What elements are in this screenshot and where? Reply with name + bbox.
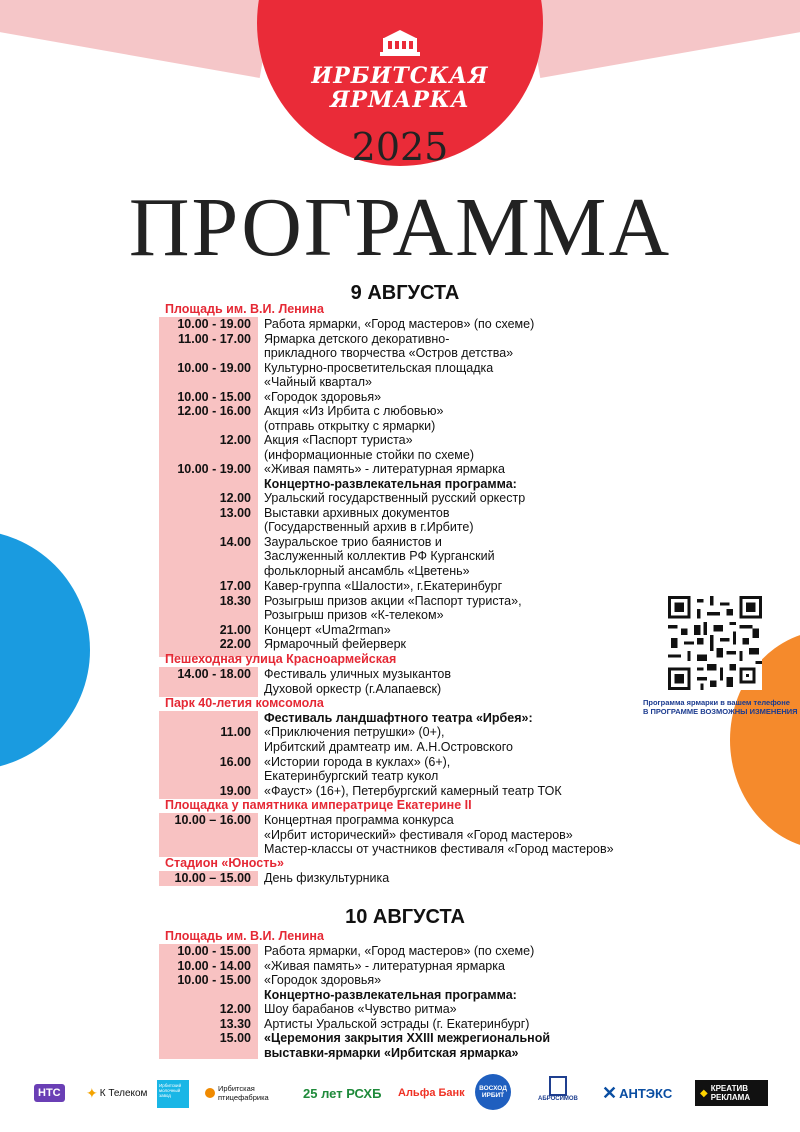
schedule-event: Зауральское трио баянистов и bbox=[264, 535, 442, 549]
schedule-time: 10.00 - 19.00 bbox=[177, 317, 251, 331]
schedule-row bbox=[159, 623, 391, 638]
schedule-time: 10.00 - 15.00 bbox=[177, 944, 251, 958]
sponsor-milk-plant bbox=[157, 1080, 189, 1108]
schedule-event: Шоу барабанов «Чувство ритма» bbox=[264, 1002, 457, 1016]
schedule-row bbox=[159, 667, 451, 682]
schedule-event: Фестиваль уличных музыкантов bbox=[264, 667, 451, 681]
decorative-band-left bbox=[0, 0, 275, 78]
schedule-row bbox=[159, 740, 513, 755]
schedule-event: «Городок здоровья» bbox=[264, 390, 382, 404]
schedule-event: прикладного творчества «Остров детства» bbox=[264, 346, 514, 360]
schedule-row bbox=[159, 375, 372, 390]
sponsor-rshb bbox=[303, 1078, 381, 1108]
schedule-time: 13.00 bbox=[219, 506, 251, 520]
day-heading-aug10: 10 АВГУСТА bbox=[345, 906, 465, 928]
schedule-event: Выставки архивных документов bbox=[264, 506, 450, 520]
venue-heading: Парк 40-летия комсомола bbox=[165, 696, 324, 710]
qr-disclaimer: В ПРОГРАММЕ ВОЗМОЖНЫ ИЗМЕНЕНИЯ bbox=[643, 707, 798, 716]
sponsor-label: К Телеком bbox=[99, 1087, 148, 1099]
schedule-event: День физкультурника bbox=[264, 871, 390, 885]
schedule-event: «Городок здоровья» bbox=[264, 973, 382, 987]
schedule-row bbox=[159, 549, 495, 564]
schedule-row bbox=[159, 1046, 519, 1061]
schedule-row bbox=[159, 944, 535, 959]
schedule-row bbox=[159, 535, 442, 550]
schedule-event: «Фауст» (16+), Петербургский камерный театр ТОК bbox=[264, 784, 562, 798]
schedule-event: Концертная программа конкурса bbox=[264, 813, 454, 827]
schedule-event: Розыгрыш призов «К-телеком» bbox=[264, 608, 444, 622]
schedule-row bbox=[159, 520, 474, 535]
schedule-time: 14.00 bbox=[219, 535, 251, 549]
schedule-time: 11.00 - 17.00 bbox=[178, 332, 251, 346]
schedule-time: 18.30 bbox=[219, 594, 251, 608]
schedule-event: Концерт «Uma2rman» bbox=[264, 623, 391, 637]
ntc-logo-icon: НТС bbox=[34, 1084, 65, 1102]
schedule-event: Ярмарка детского декоративно- bbox=[264, 332, 450, 346]
schedule-time: 12.00 bbox=[219, 433, 251, 447]
schedule-event: Ирбитский драмтеатр им. А.Н.Островского bbox=[264, 740, 513, 754]
sponsor-voskhod bbox=[475, 1074, 511, 1110]
schedule-time: 16.00 bbox=[219, 755, 251, 769]
schedule-row bbox=[159, 594, 522, 609]
sponsor-label: КРЕАТИВ РЕКЛАМА bbox=[710, 1084, 751, 1102]
schedule-row bbox=[159, 813, 454, 828]
day-heading-aug9: 9 АВГУСТА bbox=[350, 282, 460, 304]
schedule-row bbox=[159, 608, 444, 623]
schedule-time: 17.00 bbox=[219, 579, 251, 593]
schedule-event: Мастер-классы от участников фестиваля «Город мастеров» bbox=[264, 842, 614, 856]
schedule-row bbox=[159, 828, 573, 843]
schedule-time: 12.00 - 16.00 bbox=[177, 404, 251, 418]
schedule-event: выставки-ярмарки «Ирбитская ярмарка» bbox=[264, 1046, 519, 1060]
schedule-time: 21.00 bbox=[219, 623, 251, 637]
schedule-event: Ярмарочный фейерверк bbox=[264, 637, 407, 651]
milk-plant-logo-icon: Ирбитский молочный завод bbox=[159, 1083, 182, 1098]
schedule-time: 10.00 - 19.00 bbox=[177, 462, 251, 476]
schedule-time: 10.00 – 15.00 bbox=[174, 871, 251, 885]
schedule-row bbox=[159, 390, 382, 405]
schedule-row bbox=[159, 491, 526, 506]
schedule-event: Работа ярмарки, «Город мастеров» (по схеме) bbox=[264, 944, 535, 958]
schedule-event: (Государственный архив в г.Ирбите) bbox=[264, 520, 474, 534]
schedule-row bbox=[159, 769, 439, 784]
venue-heading: Площадь им. В.И. Ленина bbox=[165, 302, 324, 316]
schedule-row bbox=[159, 506, 450, 521]
schedule-time: 19.00 bbox=[219, 784, 251, 798]
schedule-time: 14.00 - 18.00 bbox=[177, 667, 251, 681]
qr-code[interactable] bbox=[668, 596, 762, 690]
schedule-subheading: Концертно-развлекательная программа: bbox=[264, 988, 517, 1002]
schedule-time: 10.00 - 19.00 bbox=[177, 361, 251, 375]
schedule-row bbox=[159, 433, 413, 448]
schedule-row bbox=[159, 579, 503, 594]
schedule-event: «Ирбит исторический» фестиваля «Город мастеров» bbox=[264, 828, 573, 842]
voskhod-logo-icon: ВОСХОД ИРБИТ bbox=[479, 1085, 507, 1099]
schedule-row bbox=[159, 404, 444, 419]
poultry-logo-icon bbox=[205, 1088, 215, 1098]
schedule-event: «Живая память» - литературная ярмарка bbox=[264, 959, 505, 973]
venue-heading: Площадь им. В.И. Ленина bbox=[165, 929, 324, 943]
schedule-event: фольклорный ансамбль «Цветень» bbox=[264, 564, 470, 578]
schedule-time: 10.00 - 15.00 bbox=[177, 390, 251, 404]
schedule-row bbox=[159, 564, 470, 579]
schedule-event: Акция «Паспорт туриста» bbox=[264, 433, 413, 447]
schedule-time: 12.00 bbox=[219, 491, 251, 505]
schedule-row bbox=[159, 1031, 551, 1046]
k-telecom-star-icon: ✦ bbox=[86, 1084, 98, 1101]
schedule-event: Артисты Уральской эстрады (г. Екатеринбург) bbox=[264, 1017, 530, 1031]
schedule-time: 11.00 bbox=[220, 725, 251, 739]
schedule-event: «Чайный квартал» bbox=[264, 375, 372, 389]
sponsor-label: АБРОСИМОВ bbox=[538, 1096, 578, 1102]
schedule-row bbox=[159, 682, 442, 697]
rshb-logo-icon: 25 лет РСХБ bbox=[303, 1085, 382, 1101]
schedule-event: Заслуженный коллектив РФ Курганский bbox=[264, 549, 495, 563]
schedule-event: «Истории города в куклах» (6+), bbox=[264, 755, 451, 769]
schedule-row bbox=[159, 477, 517, 492]
schedule-event: Уральский государственный русский оркестр bbox=[264, 491, 526, 505]
schedule-row bbox=[159, 361, 494, 376]
schedule-time: 10.00 - 14.00 bbox=[177, 959, 251, 973]
schedule-row bbox=[159, 973, 382, 988]
schedule-subheading: Концертно-развлекательная программа: bbox=[264, 477, 517, 491]
schedule-row bbox=[159, 725, 445, 740]
schedule-row bbox=[159, 784, 562, 799]
building-icon bbox=[378, 28, 422, 58]
schedule-row bbox=[159, 1017, 530, 1032]
schedule-event: Розыгрыш призов акции «Паспорт туриста», bbox=[264, 594, 522, 608]
schedule-subheading: Фестиваль ландшафтного театра «Ирбея»: bbox=[264, 711, 533, 725]
schedule-row bbox=[159, 419, 436, 434]
sponsor-label: Ирбитская птицефабрика bbox=[218, 1084, 269, 1102]
schedule-time: 22.00 bbox=[219, 637, 251, 651]
alfa-bank-logo-icon: Альфа Банк bbox=[398, 1087, 465, 1099]
schedule-row bbox=[159, 346, 514, 361]
year-label: 2025 bbox=[351, 125, 449, 169]
schedule-row bbox=[159, 755, 451, 770]
schedule-time: 15.00 bbox=[219, 1031, 251, 1045]
schedule-event: Акция «Из Ирбита с любовью» bbox=[264, 404, 444, 418]
sponsor-poultry bbox=[205, 1078, 282, 1108]
schedule-event: Кавер-группа «Шалости», г.Екатеринбург bbox=[264, 579, 503, 593]
schedule-row bbox=[159, 711, 533, 726]
qr-caption: Программа ярмарки в вашем телефоне bbox=[643, 698, 790, 707]
schedule-event: Духовой оркестр (г.Алапаевск) bbox=[264, 682, 442, 696]
schedule-event: «Приключения петрушки» (0+), bbox=[264, 725, 445, 739]
schedule-row bbox=[159, 332, 450, 347]
schedule-event: (информационные стойки по схеме) bbox=[264, 448, 474, 462]
kreativ-logo-icon: ◆ bbox=[700, 1087, 708, 1099]
fair-logo bbox=[300, 28, 500, 112]
schedule-row bbox=[159, 448, 474, 463]
schedule-row bbox=[159, 1002, 457, 1017]
schedule-time: 13.30 bbox=[219, 1017, 251, 1031]
schedule-time: 12.00 bbox=[219, 1002, 251, 1016]
abrosimov-logo-icon bbox=[549, 1076, 567, 1096]
venue-heading: Площадка у памятника императрице Екатерине II bbox=[165, 798, 472, 812]
schedule-row bbox=[159, 462, 505, 477]
schedule-row bbox=[159, 637, 407, 652]
sponsor-label: АНТЭКС bbox=[619, 1085, 673, 1101]
schedule-row bbox=[159, 988, 517, 1003]
schedule-event: Екатеринбургский театр кукол bbox=[264, 769, 439, 783]
sponsor-ntc bbox=[34, 1078, 65, 1108]
page-title: ПРОГРАММА bbox=[128, 181, 672, 274]
sponsor-alfa-bank bbox=[398, 1078, 465, 1108]
schedule-event: «Живая память» - литературная ярмарка bbox=[264, 462, 505, 476]
schedule-event: Работа ярмарки, «Город мастеров» (по схеме) bbox=[264, 317, 535, 331]
decorative-blue-circle bbox=[0, 530, 90, 770]
anteks-logo-icon: ✕ bbox=[602, 1082, 618, 1103]
logo-text-line2: ЯРМАРКА bbox=[330, 87, 470, 113]
schedule-row bbox=[159, 871, 390, 886]
sponsor-abrosimov bbox=[538, 1076, 578, 1110]
schedule-row bbox=[159, 959, 505, 974]
logo-text-line1: ИРБИТСКАЯ bbox=[311, 63, 489, 89]
schedule-event: «Церемония закрытия XXIII межрегиональной bbox=[264, 1031, 551, 1045]
sponsor-kreativ bbox=[695, 1080, 768, 1106]
venue-heading: Пешеходная улица Красноармейская bbox=[165, 652, 397, 666]
schedule-event: Культурно-просветительская площадка bbox=[264, 361, 494, 375]
decorative-band-right bbox=[525, 0, 800, 78]
schedule-time: 10.00 – 16.00 bbox=[174, 813, 251, 827]
sponsor-k-telecom bbox=[86, 1078, 147, 1108]
sponsor-anteks bbox=[602, 1078, 672, 1108]
schedule-row bbox=[159, 317, 535, 332]
schedule-time: 10.00 - 15.00 bbox=[177, 973, 251, 987]
schedule-event: (отправь открытку с ярмарки) bbox=[264, 419, 436, 433]
venue-heading: Стадион «Юность» bbox=[165, 856, 284, 870]
schedule-row bbox=[159, 842, 614, 857]
